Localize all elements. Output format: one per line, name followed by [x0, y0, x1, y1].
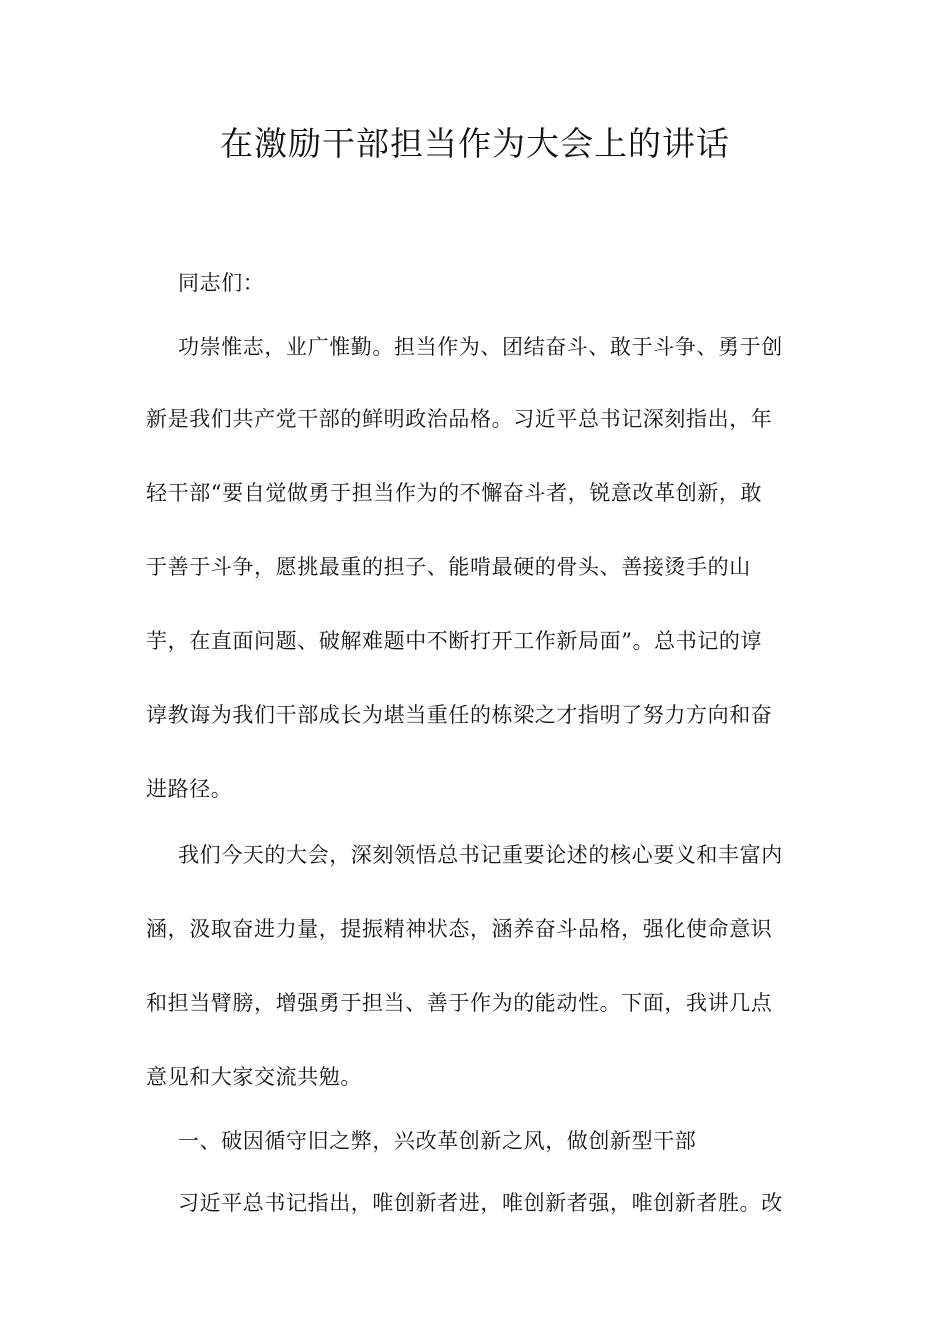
paragraph-1-line-3: 轻干部“要自觉做勇于担当作为的不懈奋斗者，锐意改革创新，敢: [146, 481, 763, 505]
paragraph-1-line-5: 芋，在直面问题、破解难题中不断打开工作新局面”。总书记的谆: [146, 629, 763, 653]
paragraph-2-line-2: 涵，汲取奋进力量，提振精神状态，涵养奋斗品格，强化使命意识: [146, 917, 773, 941]
paragraph-1-line-7: 进路径。: [146, 777, 233, 801]
section-heading-1: 一、破因循守旧之弊，兴改革创新之风，做创新型干部: [178, 1129, 697, 1153]
paragraph-1-line-6: 谆教诲为我们干部成长为堪当重任的栋梁之才指明了努力方向和奋: [146, 703, 773, 727]
paragraph-1-line-4: 于善于斗争，愿挑最重的担子、能啃最硬的骨头、善接烫手的山: [146, 555, 751, 579]
paragraph-1-line-2: 新是我们共产党干部的鲜明政治品格。习近平总书记深刻指出，年: [146, 407, 773, 431]
paragraph-2-line-3: 和担当臂膀，增强勇于担当、善于作为的能动性。下面，我讲几点: [146, 991, 773, 1015]
salutation-line: 同志们：: [178, 271, 265, 295]
paragraph-3-line-1: 习近平总书记指出，唯创新者进，唯创新者强，唯创新者胜。改: [178, 1191, 783, 1215]
paragraph-2-line-1: 我们今天的大会，深刻领悟总书记重要论述的核心要义和丰富内: [178, 843, 783, 867]
paragraph-1-line-1: 功崇惟志，业广惟勤。担当作为、团结奋斗、敢于斗争、勇于创: [178, 335, 783, 359]
document-title: 在激励干部担当作为大会上的讲话: [220, 124, 730, 163]
paragraph-2-line-4: 意见和大家交流共勉。: [146, 1065, 362, 1089]
